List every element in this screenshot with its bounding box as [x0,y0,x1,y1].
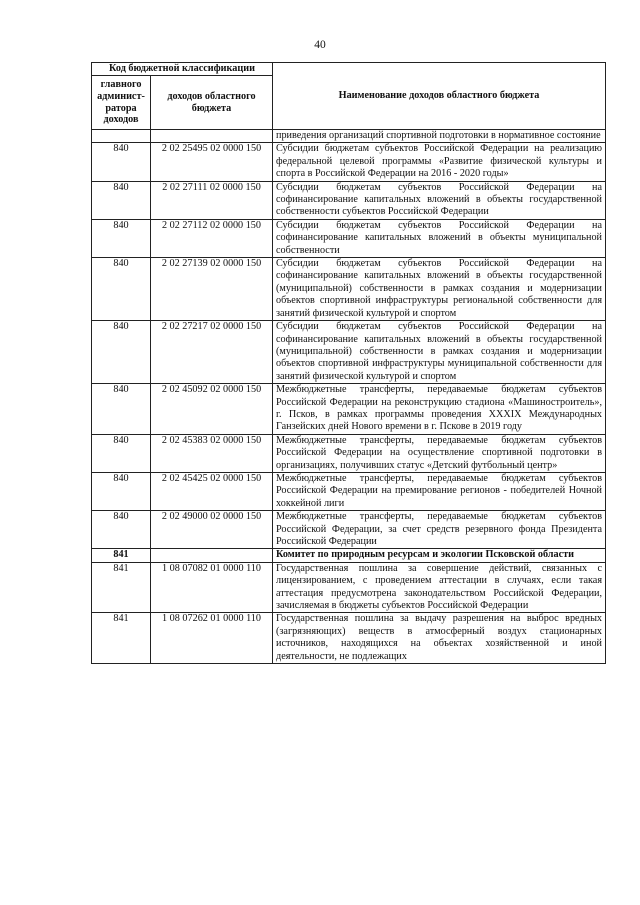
header-name [273,63,606,130]
table-body [92,130,606,664]
row-admin-code: 841 [92,613,151,664]
row-name: Комитет по природным ресурсам и экологии Псковской области [273,549,606,562]
row-income-code: 2 02 27139 02 0000 150 [151,258,273,321]
table-row [92,258,606,321]
row-admin-code: 840 [92,181,151,219]
row-income-code: 2 02 27112 02 0000 150 [151,219,273,257]
table-row [92,130,606,143]
header-income: доходов областного бюджета [151,76,273,130]
row-admin-code [92,130,151,143]
row-income-code: 2 02 27111 02 0000 150 [151,181,273,219]
row-name: Субсидии бюджетам субъектов Российской Федерации на софинансирование капитальных вложений в объекты государственной (муниципальной) собственности в рамках создания и модернизации объектов спортивной инфраструктуры региональной собственности для занятий физической культурой и спортом [273,258,606,321]
row-income-code: 2 02 45092 02 0000 150 [151,384,273,435]
row-name: Межбюджетные трансферты, передаваемые бюджетам субъектов Российской Федерации на премирование регионов - победителей Ночной хоккейной лиги [273,472,606,510]
table-row [92,143,606,181]
row-income-code: 2 02 25495 02 0000 150 [151,143,273,181]
table-row [92,434,606,472]
row-income-code: 2 02 45425 02 0000 150 [151,472,273,510]
table-row [92,181,606,219]
row-income-code [151,130,273,143]
table-row [92,511,606,549]
row-name: Субсидии бюджетам субъектов Российской Федерации на софинансирование капитальных вложений в объекты государственной собственности субъектов Российской Федерации [273,181,606,219]
row-name: Межбюджетные трансферты, передаваемые бюджетам субъектов Российской Федерации, за счет средств резервного фонда Президента Российской Федерации [273,511,606,549]
row-admin-code: 840 [92,384,151,435]
row-name: Субсидии бюджетам субъектов Российской Федерации на софинансирование капитальных вложений в объекты муниципальной собственности [273,219,606,257]
row-income-code [151,549,273,562]
row-name: приведения организаций спортивной подготовки в нормативное состояние [273,130,606,143]
table-row [92,321,606,384]
page-number: 40 [314,39,326,51]
row-admin-code: 840 [92,434,151,472]
row-admin-code: 840 [92,511,151,549]
row-name: Субсидии бюджетам субъектов Российской Федерации на реализацию федеральной целевой программы «Развитие физической культуры и спорта в Российской Федерации на 2016 - 2020 годы» [273,143,606,181]
row-admin-code: 840 [92,472,151,510]
row-income-code: 1 08 07262 01 0000 110 [151,613,273,664]
header-admin: главного админист-ратора доходов [92,76,151,130]
table-row [92,613,606,664]
header-name-label: Наименование доходов областного бюджета [338,89,540,101]
row-name: Государственная пошлина за совершение действий, связанных с лицензированием, с проведением аттестации в случаях, если такая аттестация предусмотрена законодательством Российской Федерации, зачисляемая в бюджеты субъектов Российской Федерации [273,562,606,613]
table-row [92,384,606,435]
row-admin-code: 840 [92,219,151,257]
table-row [92,472,606,510]
row-income-code: 2 02 27217 02 0000 150 [151,321,273,384]
header-group: Код бюджетной классификации [92,63,273,76]
row-income-code: 2 02 45383 02 0000 150 [151,434,273,472]
table-row [92,549,606,562]
row-income-code: 1 08 07082 01 0000 110 [151,562,273,613]
row-name: Межбюджетные трансферты, передаваемые бюджетам субъектов Российской Федерации на реконструкцию стадиона «Машиностроитель», г. Псков, в рамках программы проведения XXXIX Международных Ганзейских дней Нового времени в г. Пскове в 2019 году [273,384,606,435]
row-name: Субсидии бюджетам субъектов Российской Федерации на софинансирование капитальных вложений в объекты государственной (муниципальной) собственности в рамках создания и модернизации объектов спортивной инфраструктуры муниципальной собственности для занятий физической культурой и спортом [273,321,606,384]
row-name: Государственная пошлина за выдачу разрешения на выброс вредных (загрязняющих) веществ в атмосферный воздух стационарных источников, находящихся на объектах хозяйственной и иной деятельности, не подлежащих [273,613,606,664]
budget-classification-table [91,62,606,664]
row-income-code: 2 02 49000 02 0000 150 [151,511,273,549]
row-admin-code: 840 [92,321,151,384]
row-admin-code: 840 [92,143,151,181]
row-admin-code: 841 [92,549,151,562]
row-admin-code: 841 [92,562,151,613]
row-admin-code: 840 [92,258,151,321]
table-row [92,562,606,613]
table-row [92,219,606,257]
row-name: Межбюджетные трансферты, передаваемые бюджетам субъектов Российской Федерации на осуществление спортивной подготовки в организациях, получивших статус «Детский футбольный центр» [273,434,606,472]
